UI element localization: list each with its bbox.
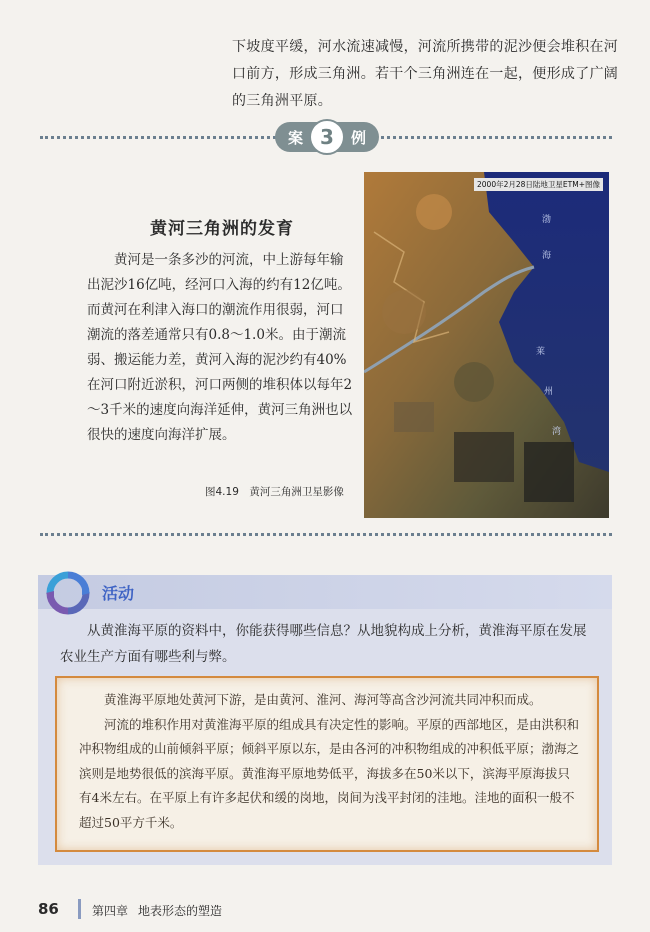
sea-label-bo: 渤 [542, 215, 552, 225]
case-body-paragraph: 黄河是一条多沙的河流，中上游每年输出泥沙16亿吨，经河口入海的约有12亿吨。而黄河在利津入海口的潮流作用很弱，河口潮流的落差通常只有0.8～1.0米。由于潮流弱、搬运能力差，黄河入海的泥沙约有40%在河口附近淤积，河口两侧的堆积体以每年2～3千米的速度向海洋延伸，黄河三角洲也以很快的速度向海洋扩展。 [87, 252, 353, 443]
case-badge-right: 例 [351, 128, 367, 147]
satellite-date-label: 2000年2月28日陆地卫星ETM+图像 [474, 178, 603, 191]
case-title: 黄河三角洲的发育 [150, 219, 294, 239]
cycle-arrows-icon [46, 571, 90, 615]
footer-chapter [92, 902, 222, 919]
material-text [79, 688, 579, 835]
satellite-picture [364, 172, 609, 518]
case-badge [275, 122, 379, 152]
page-number: 86 [38, 900, 59, 918]
intro-paragraph: 下坡度平缓，河水流速减慢，河流所携带的泥沙便会堆积在河口前方，形成三角洲。若干个三角洲连在一起，便形成了广阔的三角洲平原。 [232, 39, 619, 109]
activity-title: 活动 [102, 584, 135, 603]
case-badge-number: 3 [309, 119, 345, 155]
divider-bottom [40, 533, 612, 536]
material-paragraph-1: 黄淮海平原地处黄河下游，是由黄河、淮河、海河等高含沙河流共同冲积而成。 [104, 692, 542, 707]
case-badge-left: 案 [287, 128, 303, 147]
footer-divider [78, 899, 81, 919]
sea-label-wan: 湾 [552, 427, 562, 437]
chapter-title: 地表形态的塑造 [138, 904, 223, 918]
material-paragraph-2: 河流的堆积作用对黄淮海平原的组成具有决定性的影响。平原的西部地区，是由洪积和冲积物组成的山前倾斜平原；倾斜平原以东，是由各河的冲积物组成的冲积低平原；渤海之滨则是地势很低的滨海平原。黄淮海平原地势低平，海拔多在50米以下，滨海平原海拔只有4米左右。在平原上有许多起伏和缓的岗地，岗间为浅平封闭的洼地。洼地的面积一般不超过50平方千米。 [79, 716, 580, 830]
sea-label-lai: 莱 [536, 347, 546, 357]
case-body [87, 248, 355, 448]
intro-text [232, 34, 627, 115]
chapter-number: 第四章 [92, 904, 129, 918]
activity-question [60, 618, 590, 670]
satellite-image [364, 172, 609, 518]
figure-caption: 图4.19 黄河三角洲卫星影像 [205, 486, 344, 498]
sea-label-hai: 海 [542, 251, 552, 261]
activity-box [38, 575, 612, 865]
activity-question-text: 从黄淮海平原的资料中，你能获得哪些信息？从地貌构成上分析，黄淮海平原在发展农业生产方面有哪些利与弊。 [60, 623, 587, 665]
material-panel [55, 676, 599, 852]
sea-label-zhou: 州 [544, 387, 554, 397]
